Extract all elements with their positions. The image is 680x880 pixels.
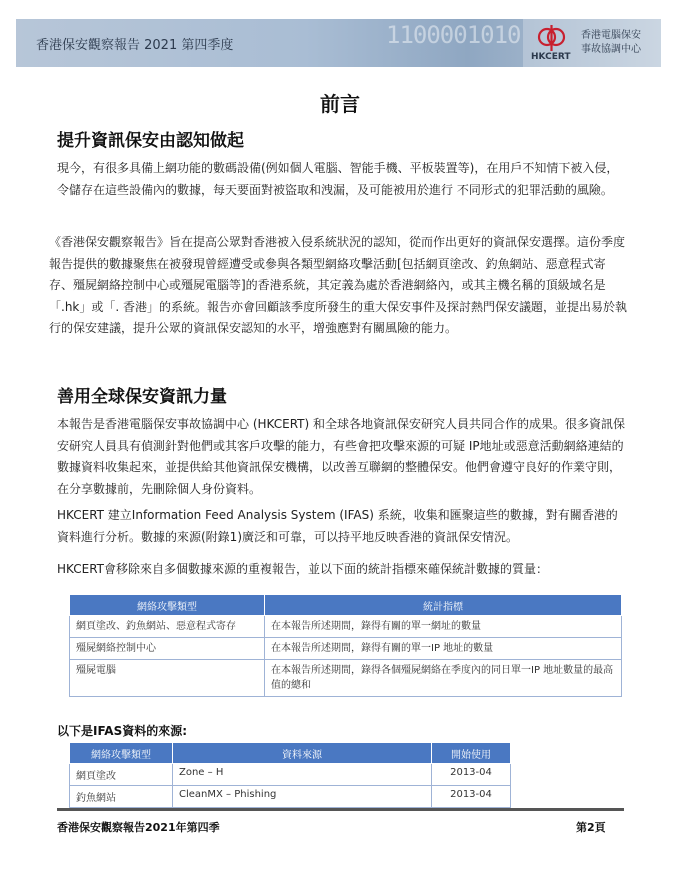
sources-header-source: 資料來源	[173, 743, 432, 764]
metrics-cell-indicator: 在本報告所述期間，錄得有關的單一網址的數量	[265, 616, 622, 638]
sources-cell-source: Zone – H	[173, 764, 432, 786]
sources-cell-date: 2013-04	[432, 786, 511, 808]
sources-header-attack-type: 網絡攻擊類型	[70, 743, 173, 764]
sources-heading: 以下是IFAS資料的來源:	[57, 724, 188, 738]
logo-org-name-line2: 事故協調中心	[581, 44, 641, 55]
metrics-header-attack-type: 網絡攻擊類型	[70, 595, 265, 616]
section1-paragraph-1: 現今，有很多具備上網功能的數碼設備(例如個人電腦、智能手機、平板裝置等)，在用戶不知情下被入侵，令儲存在這些設備內的數據，每天要面對被盜取和洩漏，及可能被用於進行 不同形式的犯罪活動的風險。	[57, 161, 619, 197]
metrics-cell-type: 殭屍電腦	[70, 660, 265, 697]
page-title: 前言	[320, 92, 360, 116]
footer-report-name: 香港保安觀察報告2021年第四季	[57, 821, 220, 834]
header-banner	[16, 19, 661, 67]
report-header-title: 香港保安觀察報告 2021 第四季度	[36, 38, 234, 53]
table-row	[70, 764, 511, 786]
hkcert-logo-icon	[535, 24, 569, 52]
section1-heading: 提升資訊保安由認知做起	[57, 131, 244, 151]
metrics-cell-indicator: 在本報告所述期間，錄得有關的單一IP 地址的數量	[265, 638, 622, 660]
sources-header-start-date: 開始使用	[432, 743, 511, 764]
table-row	[70, 660, 622, 697]
metrics-cell-type: 殭屍網絡控制中心	[70, 638, 265, 660]
logo-org-name	[581, 29, 661, 57]
metrics-header-indicator: 統計指標	[265, 595, 622, 616]
section2-paragraph-1: 本報告是香港電腦保安事故協調中心 (HKCERT) 和全球各地資訊保安研究人員共同合作的成果。很多資訊保安研究人員具有偵測針對他們或其客戶攻擊的能力，有些會把攻擊來源的可疑 IP地址或惡意活動網絡連結的數據資料收集起來，並提供給其他資訊保安機構，以改善互聯網的整體保安。他們會遵守良好的作業守則，在分享數據前，先刪除個人身份資料。	[57, 417, 625, 496]
table-row	[70, 638, 622, 660]
section2-paragraph-3: HKCERT會移除來自多個數據來源的重複報告，並以下面的統計指標來確保統計數據的質量：	[57, 562, 548, 576]
section1-paragraph-2: 《香港保安觀察報告》旨在提高公眾對香港被入侵系統狀況的認知，從而作出更好的資訊保安選擇。這份季度報告提供的數據聚焦在被發現曾經遭受或參與各類型網絡攻擊活動[包括網頁塗改、釣魚網站、惡意程式寄存、殭屍網絡控制中心或殭屍電腦等]的香港系統，其定義為處於香港網絡內，或其主機名稱的頂級域名是「.hk」或「. 香港」的系統。報告亦會回顧該季度所發生的重大保安事件及探討熱門保安議題，並提出易於執行的保安建議，提升公眾的資訊保安認知的水平，增強應對有關風險的能力。	[49, 235, 628, 335]
footer-divider	[57, 808, 624, 811]
section2-heading: 善用全球保安資訊力量	[57, 387, 227, 407]
table-row	[70, 616, 622, 638]
section2-paragraph-2: HKCERT 建立Information Feed Analysis System (IFAS) 系統，收集和匯聚這些的數據，對有關香港的資料進行分析。數據的來源(附錄1)廣泛和可靠，可以持平地反映香港的資訊保安情況。	[57, 508, 618, 544]
logo-acronym: HKCERT	[531, 52, 571, 62]
metrics-cell-indicator: 在本報告所述期間，錄得各個殭屍網絡在季度內的同日單一IP 地址數量的最高值的總和	[265, 660, 622, 697]
sources-cell-type: 釣魚網站	[70, 786, 173, 808]
metrics-table-header-row	[70, 595, 622, 616]
sources-cell-source: CleanMX – Phishing	[173, 786, 432, 808]
footer-page-number: 第2頁	[576, 821, 606, 834]
binary-decoration: 1100001010	[386, 21, 521, 49]
metrics-cell-type: 網頁塗改、釣魚網站、惡意程式寄存	[70, 616, 265, 638]
sources-table-header-row	[70, 743, 511, 764]
sources-cell-date: 2013-04	[432, 764, 511, 786]
metrics-table	[69, 594, 622, 697]
table-row	[70, 786, 511, 808]
sources-cell-type: 網頁塗改	[70, 764, 173, 786]
logo-org-name-line1: 香港電腦保安	[581, 30, 641, 41]
hkcert-logo	[523, 19, 661, 67]
sources-table	[69, 742, 511, 808]
